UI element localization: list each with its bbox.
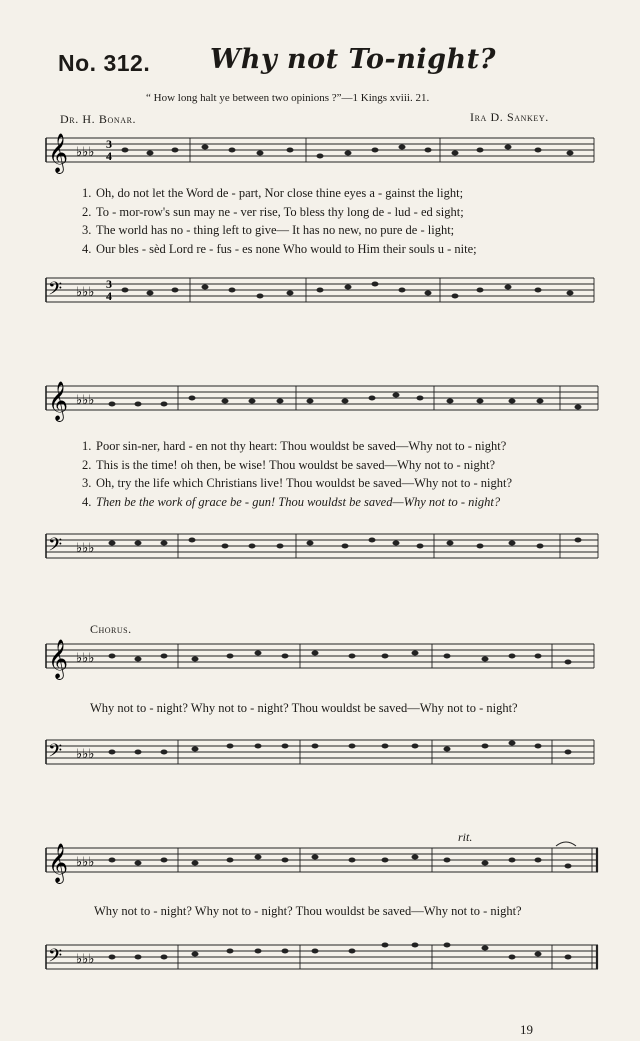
treble-staff-1 xyxy=(0,130,640,190)
verse-line: 4. Our bles - sèd Lord re - fus - es none Who would to Him their souls u - nite; xyxy=(82,241,477,256)
svg-text:𝄞: 𝄞 xyxy=(48,639,69,679)
verse-line: 2. This is the time! oh then, be wise! Thou wouldst be saved—Why not to - night? xyxy=(82,457,496,472)
composer-credit: Ira D. Sankey. xyxy=(470,110,549,124)
svg-text:♭♭♭: ♭♭♭ xyxy=(76,540,95,555)
svg-text:𝄞: 𝄞 xyxy=(48,843,69,883)
svg-text:𝄢: 𝄢 xyxy=(48,279,63,304)
svg-text:♭♭♭: ♭♭♭ xyxy=(76,392,95,407)
bass-staff-4 xyxy=(0,935,640,985)
bass-staff-2 xyxy=(0,524,640,574)
svg-text:3: 3 xyxy=(106,137,112,151)
verse-line: 2. To - mor-row's sun may ne - ver rise, To bless thy long de - lud - ed sight; xyxy=(82,204,464,219)
svg-text:♭♭♭: ♭♭♭ xyxy=(76,951,95,966)
author-credit: Dr. H. Bonar. xyxy=(60,112,137,126)
treble-staff-2 xyxy=(0,378,640,438)
svg-text:𝄢: 𝄢 xyxy=(48,535,63,560)
hymn-number: No. 312. xyxy=(58,50,151,76)
svg-text:𝄢: 𝄢 xyxy=(48,741,63,766)
epigraph: “ How long halt ye between two opinions ?”—1 Kings xviii. 21. xyxy=(146,92,430,104)
svg-text:3: 3 xyxy=(106,277,112,291)
svg-text:𝄞: 𝄞 xyxy=(48,133,69,173)
svg-text:♭♭♭: ♭♭♭ xyxy=(76,854,95,869)
verse-line: 1. Oh, do not let the Word de - part, Nor close thine eyes a - gainst the light; xyxy=(82,186,464,200)
bass-staff-3 xyxy=(0,730,640,780)
hymn-title: Why not To-night? xyxy=(210,44,496,75)
verse-line: 3. Oh, try the life which Christians live! Thou wouldst be saved—Why not to - night? xyxy=(82,476,513,490)
svg-text:♭♭♭: ♭♭♭ xyxy=(76,144,95,159)
chorus-label: Chorus. xyxy=(90,622,132,636)
chorus-words-2: Why not to - night? Why not to - night? Thou wouldst be saved—Why not to - night? xyxy=(94,904,522,918)
treble-staff-3 xyxy=(0,636,640,696)
treble-staff-4 xyxy=(0,840,640,900)
svg-text:4: 4 xyxy=(106,149,112,163)
svg-text:♭♭♭: ♭♭♭ xyxy=(76,746,95,761)
svg-text:♭♭♭: ♭♭♭ xyxy=(76,284,95,299)
svg-text:𝄞: 𝄞 xyxy=(48,381,69,421)
verses-part-1 xyxy=(82,184,477,258)
chorus-words-1: Why not to - night? Why not to - night? Thou wouldst be saved—Why not to - night? xyxy=(90,701,518,715)
ritardando-marking: rit. xyxy=(458,830,473,844)
verse-line: 4. Then be the work of grace be - gun! Thou wouldst be saved—Why not to - night? xyxy=(82,494,501,509)
svg-text:4: 4 xyxy=(106,289,112,303)
svg-text:𝄢: 𝄢 xyxy=(48,946,63,971)
verse-line: 3. The world has no - thing left to give— It has no new, no pure de - light; xyxy=(82,223,455,237)
bass-staff-1 xyxy=(0,268,640,318)
svg-text:♭♭♭: ♭♭♭ xyxy=(76,650,95,665)
verses-part-2 xyxy=(82,437,512,511)
page-number: 19 xyxy=(520,1022,533,1037)
verse-line: 1. Poor sin-ner, hard - en not thy heart: Thou wouldst be saved—Why not to - night? xyxy=(82,439,507,453)
